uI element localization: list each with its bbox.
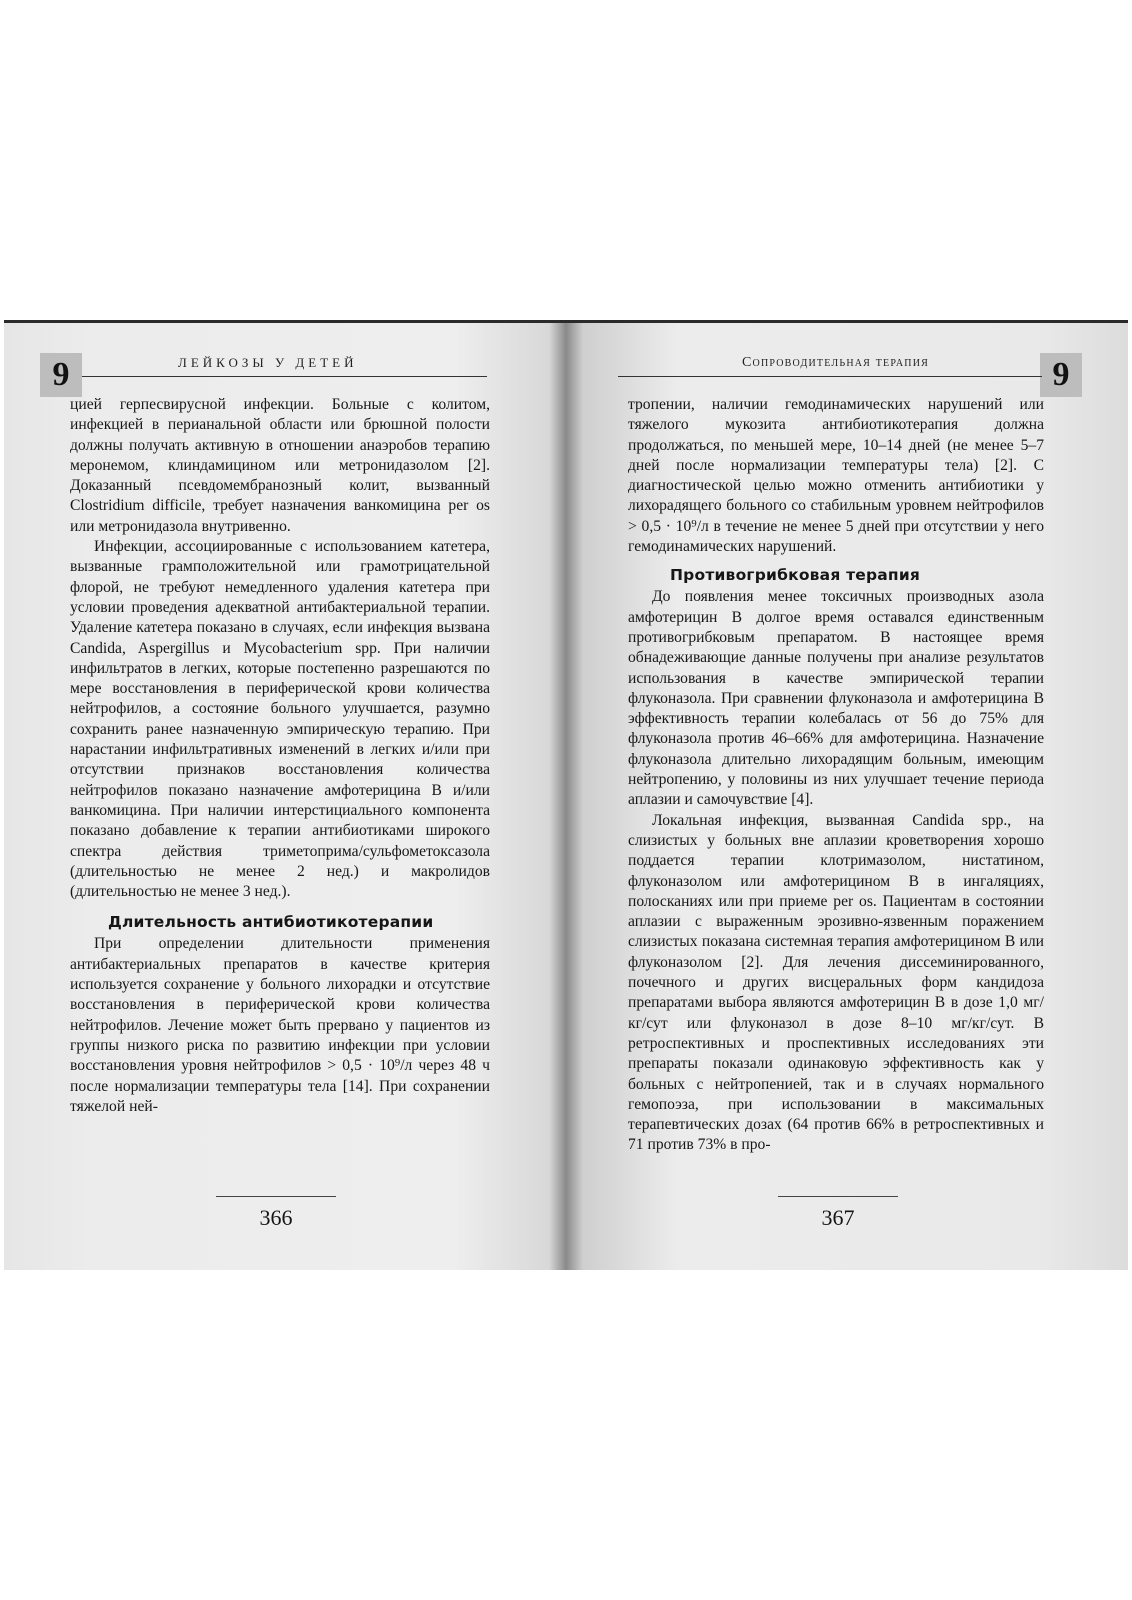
body-text-right	[628, 395, 1044, 1156]
book-spread	[4, 320, 1128, 1270]
header-rule-right	[618, 376, 1042, 377]
paragraph: тропении, наличии гемодинамических нарушений или тяжелого мукозита антибиотикотерапия должна продолжаться, по меньшей мере, 10–14 дней (не менее 5–7 дней после нормализации температуры тела) [2]. С диагностической целью можно отменить антибиотики у лихорадящего больного со стабильным уровнем нейтрофилов > 0,5 · 10⁹/л в течение не менее 5 дней при отсутствии у него гемодинамических нарушений.	[628, 396, 1044, 556]
section-heading: Противогрибковая терапия	[670, 566, 921, 585]
right-page	[566, 320, 1128, 1270]
left-page	[4, 320, 564, 1270]
paragraph: цией герпесвирусной инфекции. Больные с колитом, инфекцией в перианальной области или брюшной полости должны получать активную в отношении анаэробов терапию меронемом, клиндамицином или метронидазолом [2]. Доказанный псевдомембранозный колит, вызванный Clostridium difficile, требует назначения ванкомицина per os или метронидазола внутривенно.	[70, 396, 490, 535]
running-head-right: Сопроводительная терапия	[742, 355, 929, 370]
page-number-left: 366	[216, 1196, 336, 1231]
header-rule-left	[82, 376, 487, 377]
paragraph: При определении длительности применения антибактериальных препаратов в качестве критерия используется сохранение у больного лихорадки и отсутствие восстановления в периферической крови количества нейтрофилов. Лечение может быть прервано у пациентов из группы низкого риска по развитию инфекции при условии восстановления уровня нейтрофилов > 0,5 · 10⁹/л через 48 ч после нормализации температуры тела [14]. При сохранении тяжелой ней-	[70, 935, 490, 1115]
body-text-left	[70, 395, 490, 1117]
page-number-right: 367	[778, 1196, 898, 1231]
paragraph: До появления менее токсичных производных азола амфотерицин В долгое время оставался единственным противогрибковым препаратом. В настоящее время обнадеживающие данные получены при анализе результатов использования в качестве эмпирической терапии флуконазола. При сравнении флуконазола и амфотерицина В эффективность терапии колебалась от 56 до 75% для флуконазола против 46–66% для амфотерицина. Назначение флуконазола длительно лихорадящим больным, имеющим нейтропению, у половины из них улучшает течение периода аплазии и самочувствие [4].	[628, 588, 1044, 809]
chapter-tab-right: 9	[1040, 353, 1082, 397]
chapter-tab-left: 9	[40, 353, 82, 397]
paragraph: Инфекции, ассоциированные с использованием катетера, вызванные грамположительной или грамотрицательной флорой, не требуют немедленного удаления катетера при условии проведения адекватной антибактериальной терапии. Удаление катетера показано в случаях, если инфекция вызвана Candida, Aspergillus и Mycobacterium spp. При наличии инфильтратов в легких, которые постепенно разрешаются по мере восстановления в периферической крови количества нейтрофилов, а состояние больного улучшается, разумно сохранить ранее назначенную эмпирическую терапию. При нарастании инфильтративных изменений в легких и/или при отсутствии признаков восстановления количества нейтрофилов показано назначение амфотерицина В и/или ванкомицина. При наличии интерстициального компонента показано добавление к терапии антибиотиками широкого спектра действия триметоприма/сульфометоксазола (длительностью не менее 2 нед.) и макролидов (длительностью не менее 3 нед.).	[70, 538, 490, 901]
section-heading: Длительность антибиотикотерапии	[108, 913, 434, 932]
paragraph: Локальная инфекция, вызванная Candida spp., на слизистых у больных вне аплазии кроветворения хорошо поддается терапии клотримазолом, нистатином, флуконазолом или амфотерицином В в ингаляциях, полосканиях или при приеме per os. Пациентам в состоянии аплазии с выраженным эрозивно-язвенным поражением слизистых показана системная терапия амфотерицином В или флуконазолом [2]. Для лечения диссеминированного, почечного и других висцеральных форм кандидоза препаратами выбора являются амфотерицин В в дозе 1,0 мг/кг/сут или флуконазол в дозе 8–10 мг/кг/сут. В ретроспективных и проспективных исследованиях эти препараты показали одинаковую эффективность как у больных с нейтропенией, так и в случаях нормального гемопоэза, при использовании в максимальных терапевтических дозах (64 против 66% в ретроспективных и 71 против 73% в про-	[628, 811, 1044, 1154]
running-head-left: ЛЕЙКОЗЫ У ДЕТЕЙ	[178, 355, 358, 370]
